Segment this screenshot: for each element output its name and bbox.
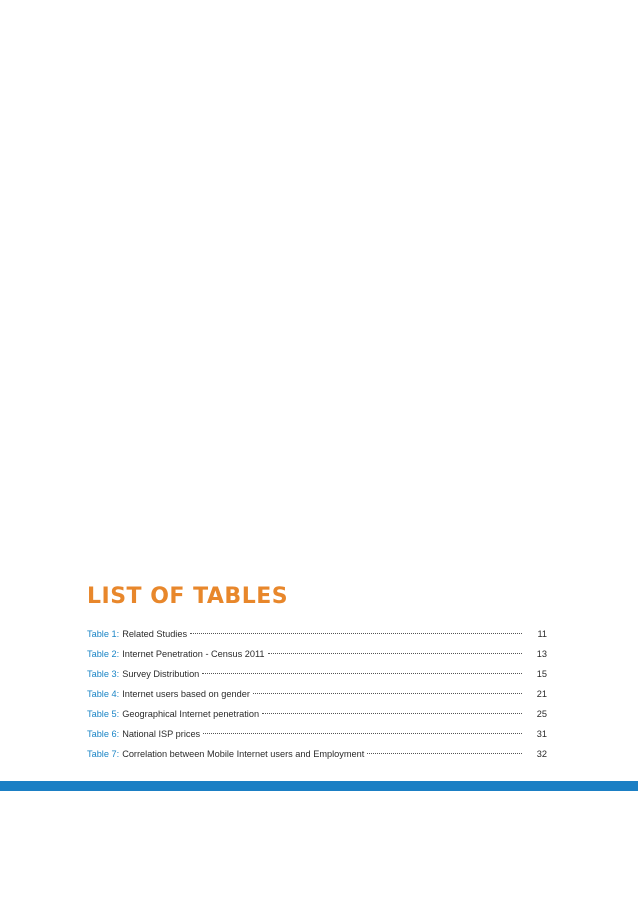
page-number: 25 [536, 709, 547, 719]
list-item[interactable] [87, 724, 547, 744]
page-number: 13 [536, 649, 547, 659]
table-title: Geographical Internet penetration [122, 709, 260, 719]
table-label: Table 2: [87, 649, 120, 659]
page-number: 32 [536, 749, 547, 759]
table-title: National ISP prices [122, 729, 201, 739]
table-label: Table 7: [87, 749, 120, 759]
dot-leader [367, 753, 522, 754]
table-label: Table 5: [87, 709, 120, 719]
list-item[interactable] [87, 744, 547, 764]
list-item[interactable] [87, 624, 547, 644]
table-label: Table 3: [87, 669, 120, 679]
list-item[interactable] [87, 684, 547, 704]
dot-leader [202, 673, 522, 674]
table-label: Table 6: [87, 729, 120, 739]
list-item[interactable] [87, 644, 547, 664]
footer-band [0, 781, 638, 791]
table-title: Survey Distribution [122, 669, 200, 679]
table-title: Internet users based on gender [122, 689, 250, 699]
table-label: Table 1: [87, 629, 120, 639]
list-item[interactable] [87, 704, 547, 724]
dot-leader [253, 693, 522, 694]
table-of-contents [87, 624, 547, 764]
table-title: Internet Penetration - Census 2011 [122, 649, 265, 659]
dot-leader [203, 733, 522, 734]
page-number: 15 [536, 669, 547, 679]
dot-leader [268, 653, 522, 654]
table-title: Correlation between Mobile Internet users and Employment [122, 749, 365, 759]
table-label: Table 4: [87, 689, 120, 699]
dot-leader [262, 713, 522, 714]
page-number: 11 [537, 629, 547, 639]
dot-leader [190, 633, 522, 634]
page-number: 31 [536, 729, 547, 739]
page-title: LIST OF TABLES [87, 584, 289, 609]
page-number: 21 [536, 689, 547, 699]
list-item[interactable] [87, 664, 547, 684]
table-title: Related Studies [122, 629, 188, 639]
